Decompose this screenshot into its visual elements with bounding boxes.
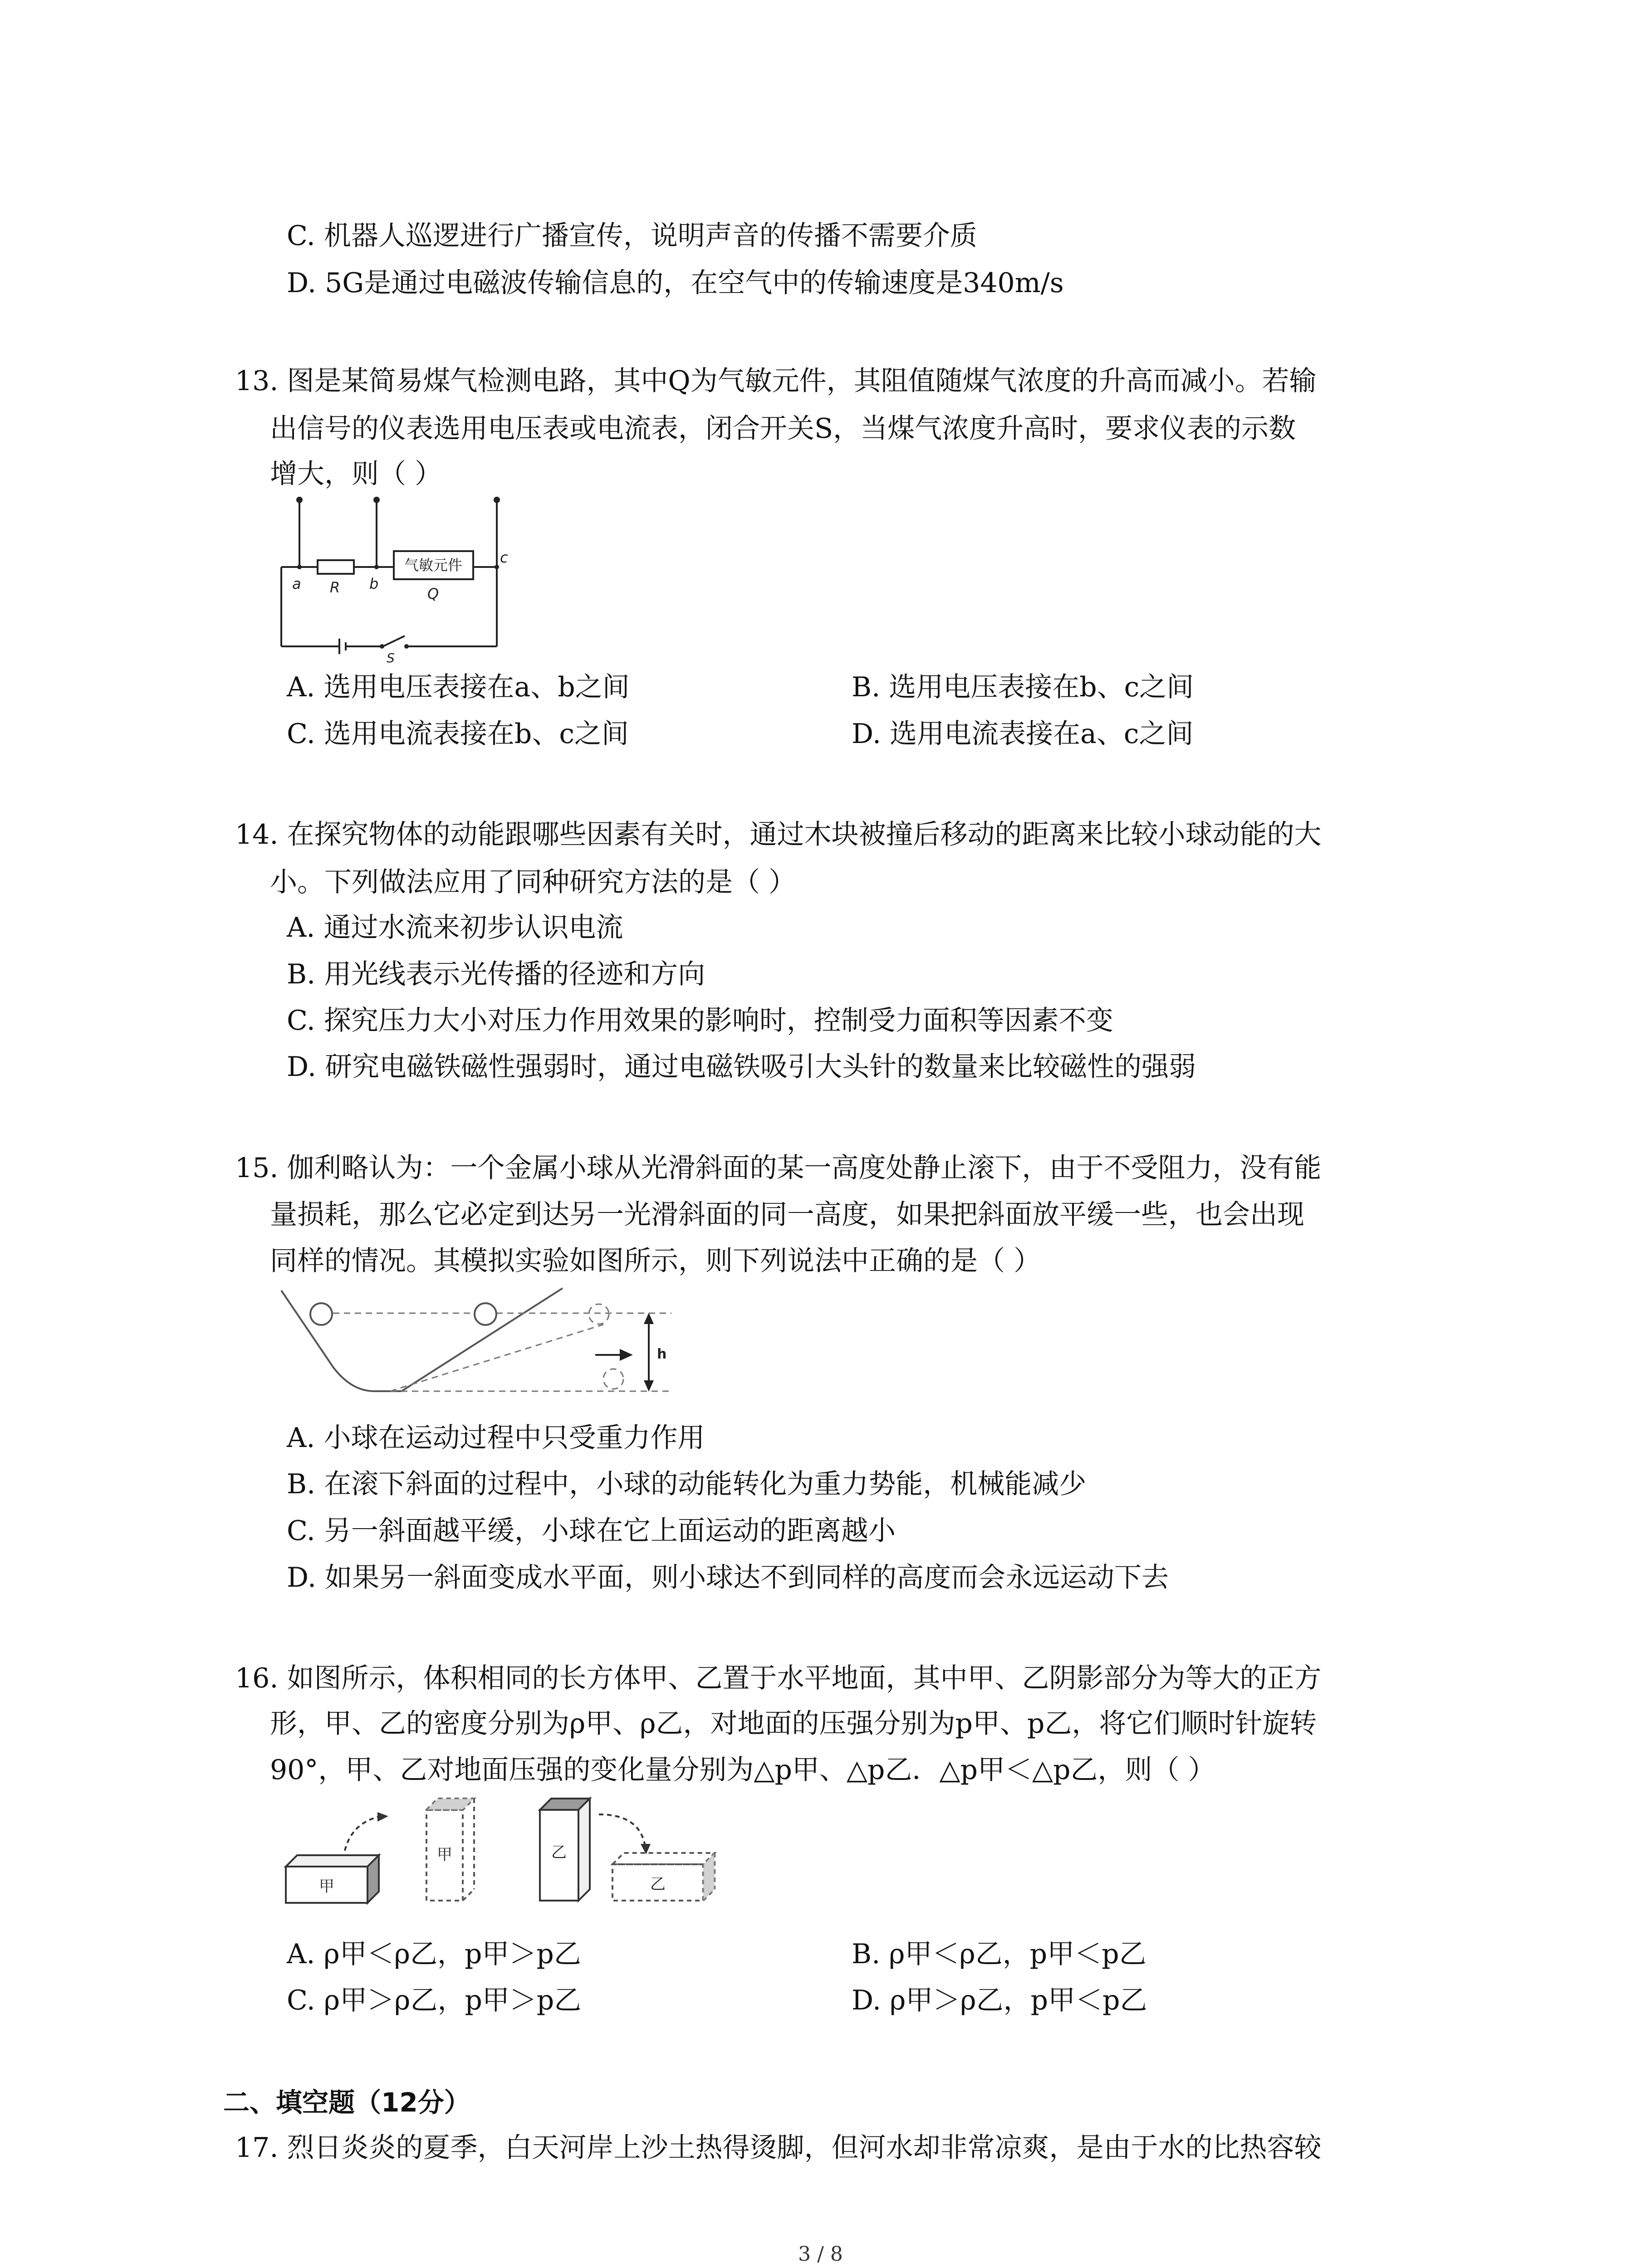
q13-label-b: b bbox=[369, 575, 379, 592]
q16-stem-line-3: 90°，甲、乙对地面压强的变化量分别为△p甲、△p乙．△p甲＜△p乙，则（ ） bbox=[270, 1754, 1215, 1786]
q15-option-d: D. 如果另一斜面变成水平面，则小球达不到同样的高度而会永远运动下去 bbox=[287, 1562, 1169, 1593]
q16-blocks-diagram bbox=[277, 1787, 749, 1928]
q13-stem-line-3: 增大，则（ ） bbox=[270, 458, 442, 490]
q16-option-d: D. ρ甲＞ρ乙，p甲＜p乙 bbox=[852, 1984, 1147, 2016]
q16-option-b: B. ρ甲＜ρ乙，p甲＜p乙 bbox=[852, 1938, 1146, 1970]
q15-label-h: h bbox=[657, 1346, 667, 1362]
q13-option-a: A. 选用电压表接在a、b之间 bbox=[287, 671, 630, 703]
q16-label-jia-standing: 甲 bbox=[437, 1846, 452, 1864]
q14-stem-line-2: 小。下列做法应用了同种研究方法的是（ ） bbox=[270, 866, 796, 898]
q13-label-gas-sensor: 气敏元件 bbox=[404, 557, 463, 574]
q16-label-yi-standing: 乙 bbox=[551, 1843, 567, 1862]
q13-label-s: S bbox=[387, 650, 395, 665]
q16-stem-line-2: 形，甲、乙的密度分别为ρ甲、ρ乙，对地面的压强分别为p甲、p乙，将它们顺时针旋转 bbox=[270, 1708, 1317, 1740]
section-fill-in-title: 二、填空题（12分） bbox=[223, 2087, 470, 2118]
q13-label-c: c bbox=[500, 549, 508, 566]
q13-stem-line-2: 出信号的仪表选用电压表或电流表，闭合开关S，当煤气浓度升高时，要求仪表的示数 bbox=[270, 413, 1296, 445]
q15-option-c: C. 另一斜面越平缓，小球在它上面运动的距离越小 bbox=[287, 1515, 896, 1547]
q16-option-a: A. ρ甲＜ρ乙，p甲＞p乙 bbox=[287, 1938, 581, 1970]
q15-option-b: B. 在滚下斜面的过程中，小球的动能转化为重力势能，机械能减少 bbox=[287, 1468, 1087, 1500]
page-number: 3 / 8 bbox=[798, 2243, 843, 2266]
q14-option-b: B. 用光线表示光传播的径迹和方向 bbox=[287, 958, 705, 990]
q15-option-a: A. 小球在运动过程中只受重力作用 bbox=[287, 1422, 705, 1454]
q13-label-q: Q bbox=[427, 585, 439, 602]
q14-option-d: D. 研究电磁铁磁性强弱时，通过电磁铁吸引大头针的数量来比较磁性的强弱 bbox=[287, 1051, 1196, 1083]
q13-stem-line-1: 13. 图是某简易煤气检测电路，其中Q为气敏元件，其阻值随煤气浓度的升高而减小。若输 bbox=[235, 365, 1317, 397]
q13-option-c: C. 选用电流表接在b、c之间 bbox=[287, 718, 629, 750]
q13-option-d: D. 选用电流表接在a、c之间 bbox=[852, 718, 1194, 750]
q14-option-c: C. 探究压力大小对压力作用效果的影响时，控制受力面积等因素不变 bbox=[287, 1005, 1113, 1036]
q17-stem-line-1: 17. 烈日炎炎的夏季，白天河岸上沙土热得烫脚，但河水却非常凉爽，是由于水的比热容较 bbox=[235, 2132, 1322, 2164]
q14-stem-line-1: 14. 在探究物体的动能跟哪些因素有关时，通过木块被撞后移动的距离来比较小球动能的大 bbox=[235, 819, 1322, 850]
q13-option-b: B. 选用电压表接在b、c之间 bbox=[852, 671, 1194, 703]
q16-option-c: C. ρ甲＞ρ乙，p甲＞p乙 bbox=[287, 1984, 582, 2016]
q16-label-jia-lying: 甲 bbox=[319, 1877, 334, 1896]
q13-circuit-diagram bbox=[272, 494, 526, 665]
q13-label-a: a bbox=[292, 575, 301, 592]
q15-incline-diagram bbox=[272, 1286, 690, 1404]
q16-stem-line-1: 16. 如图所示，体积相同的长方体甲、乙置于水平地面，其中甲、乙阴影部分为等大的正方 bbox=[235, 1662, 1322, 1694]
q13-label-r: R bbox=[330, 579, 340, 596]
q15-stem-line-1: 15. 伽利略认为：一个金属小球从光滑斜面的某一高度处静止滚下，由于不受阻力，没有能 bbox=[235, 1152, 1322, 1184]
q12-option-d: D. 5G是通过电磁波传输信息的，在空气中的传输速度是340m/s bbox=[287, 267, 1064, 299]
q14-option-a: A. 通过水流来初步认识电流 bbox=[287, 912, 623, 943]
q16-label-yi-lying: 乙 bbox=[650, 1875, 666, 1893]
q15-stem-line-2: 量损耗，那么它必定到达另一光滑斜面的同一高度，如果把斜面放平缓一些，也会出现 bbox=[270, 1199, 1304, 1231]
q12-option-c: C. 机器人巡逻进行广播宣传，说明声音的传播不需要介质 bbox=[287, 220, 977, 252]
q15-stem-line-3: 同样的情况。其模拟实验如图所示，则下列说法中正确的是（ ） bbox=[270, 1245, 1041, 1277]
